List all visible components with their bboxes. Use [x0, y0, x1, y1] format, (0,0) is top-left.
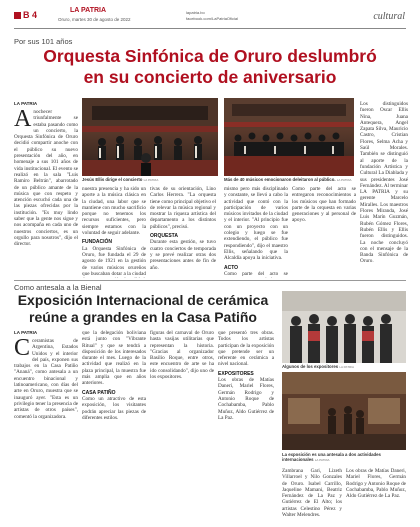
article2-col5b: Los obras de Matías Daneri, Mariel Flores, Germán Rodrigo y Antonio Roque de Cochabamba, Pablo Muñoz, Aldo Gutiérrez de La Paz.	[346, 468, 406, 500]
orchestra-illustration-icon	[82, 98, 218, 176]
social-links: lapatria.bo facebook.com/LaPatriaOficial	[186, 10, 239, 21]
article1-col1: Anochecer triunfalmente se estaba pasando como un concierto, la Orquesta Sinfónica de Oruro decidió compartir anoche con el público su nuevo presentación del año, en homenaje a sus 101 años de vida institucional. El evento se realizó en la sala "Luis Ramiro Beltrán", abarrotado de un público amante de la música que con respeto y atención escuchó cada una de las piezas ofrecidas por la institución. "Es muy lindo saber que la gente nos sigue y nos acompaña en cada uno de nuestros conciertos, es un orgullo para nosotros", dijo el director.	[14, 109, 78, 248]
exhibition-illustration-icon	[282, 372, 406, 450]
orchestra-wide-illustration-icon	[224, 98, 354, 176]
article2-col5a: Zambrana Gari, Lizeth Villarroel y Nilo Gonzales de Oruro. Isabel Carrillo, Jaqueline Mamani, Beatriz Fernández de La Paz y Gutiérrez de El Alto; los artistas Celestino Pérez y Walter Melendres.	[282, 468, 342, 519]
article2-headline: Exposición Internacional de cerámica reúne a grandes en la Casa Patiño	[17, 292, 269, 325]
exhibition-photo	[282, 372, 406, 450]
exhibition-caption: La exposición es una antesala a dos actividades internacionales LA PATRIA	[282, 452, 381, 462]
article1-col4: mismo pero más disciplinado y constante, se llevó a cabo la actividad que contó con la participación de varios músicos invitados de la ciudad y el interior. "Al principio fue con un proyecto con un colegio y luego se fue extendiendo, el público fue respondiendo", dijo el maestro Ellis, señalando que la Alcaldía apoya la iniciativa. ACTO Como parte del acto se	[224, 186, 288, 277]
article1-col4b: Como parte del acto se entregaron reconocimientos a los músicos que han formado parte de la orquesta en varias generaciones y al personal de apoyo.	[292, 186, 356, 224]
photo-left-caption: Jesús Ellis dirige el concierto LA PATRIA	[82, 177, 159, 182]
exhibitors-illustration-icon	[282, 291, 406, 363]
exhibitors-caption: Algunos de los expositores LA PATRIA	[282, 364, 355, 369]
issue-date: Oruro, martes 30 de agosto de 2022	[58, 17, 131, 22]
article-divider	[14, 280, 406, 281]
header-rule	[14, 28, 406, 29]
article1-byline: LA PATRIA	[14, 101, 38, 106]
article2-col4: que presentó tres obras. Todos los artistas participan de la exposición que pretende ser un referente en cerámica a nivel nacional. EXPOSITORES Los obras de Matías Daneri, Mariel Flores, Germán Rodrigo y Antonio Roque de Cochabamba, Pablo Muñoz, Aldo Gutiérrez de La Paz.	[218, 330, 274, 421]
article2-byline: LA PATRIA	[14, 330, 38, 335]
orchestra-photo-left	[82, 98, 218, 176]
article1-col3: tivas de su orientación, Lino Carlos Herrera. "La orquesta tiene como principal objetivo el de relevar la música regional y mostrar la riqueza artística del departamento a los distintos públicos", precisó. ORQUESTA Durante esta gestión, se tuvo cuatro conciertos de temporada y se prevé realizar otras dos presentaciones antes de fin de año.	[150, 186, 216, 271]
article1-headline: Orquesta Sinfónica de Oruro deslumbró en su concierto de aniversario	[43, 46, 377, 87]
section-label: cultural	[373, 11, 405, 22]
paper-name: LA PATRIA	[70, 7, 107, 14]
exhibitors-photo	[282, 291, 406, 363]
article2-col1: Cceramistas de Argentina, Estados Unidos y el interior del país, exponen sus trabajos en la Casa Patiño "Ananá", como antesala a un encuentro binacional y latinoamericano, con días del arte en Oruro, muestra que se inauguró ayer. "Esta es un privilegio tener la presencia de artistas de otros países", comentó la organizadora.	[14, 338, 78, 420]
article1-col5: Los distinguidos fueron Oscar Ellis Nina, Juana Antequera, Angel Zapata Silva, Mauricio Castro, Cristian Flores, Selma Acha y Saúl Morales. También se distinguió al aporte de la fundación Artística y Cultural La Diablada y sus presidentes José Fernández. Al terminar LA PATRIA y su gerente Marcelo Miralles. Los maestros Flores Miranda, José Luis Marín Guzmán, Rubén Gómez Flores, Rubén Ellis y Ellis fueron distinguidos. La noche concluyó con el mensaje de la Banda Sinfónica de Oruro.	[360, 101, 408, 265]
article1-kicker: Por sus 101 años	[14, 37, 73, 46]
article1-col2: nuestra presencia y ha sido un aporte a la música clásica en la ciudad, una labor que se mantiene con mucho sacrificio porque no tenemos los recursos suficientes, pero siempre estamos con la voluntad de seguir adelante. FUNDACIÓN La Orquesta Sinfónica de Oruro, fue fundada el 29 de agosto de 1921 en la gestión de varios músicos orureños que buscaban dotar a la ciudad	[82, 186, 146, 277]
page-number: B 4	[14, 10, 37, 20]
orchestra-photo-right	[224, 98, 354, 176]
page-header	[0, 0, 420, 30]
article2-col2: que la delegación boliviana está junto con "Vibrante Ritual" y que se tendrá a disposición de los interesados durante el mes. Luego de la actividad que realizó en la plaza principal, la muestra fue más amplia que en años anteriores. CASA PATIÑO Como un atractivo de esta exposición, los visitantes podrán apreciar las piezas de diferentes estilos.	[82, 330, 146, 421]
article2-col3: figuras del carnaval de Oruro hasta vasijas utilitarias que representan la historia. "Gracias al organizador Basilio Roque, entre otros, este encuentro de arte se ha ido consolidando", dijo uno de los expositores.	[150, 330, 214, 381]
article2-kicker: Como antesala a la Bienal	[14, 283, 102, 292]
photo-right-caption: Más de 40 músicos emocionaron deleitaron al público. LA PATRIA	[224, 177, 352, 182]
